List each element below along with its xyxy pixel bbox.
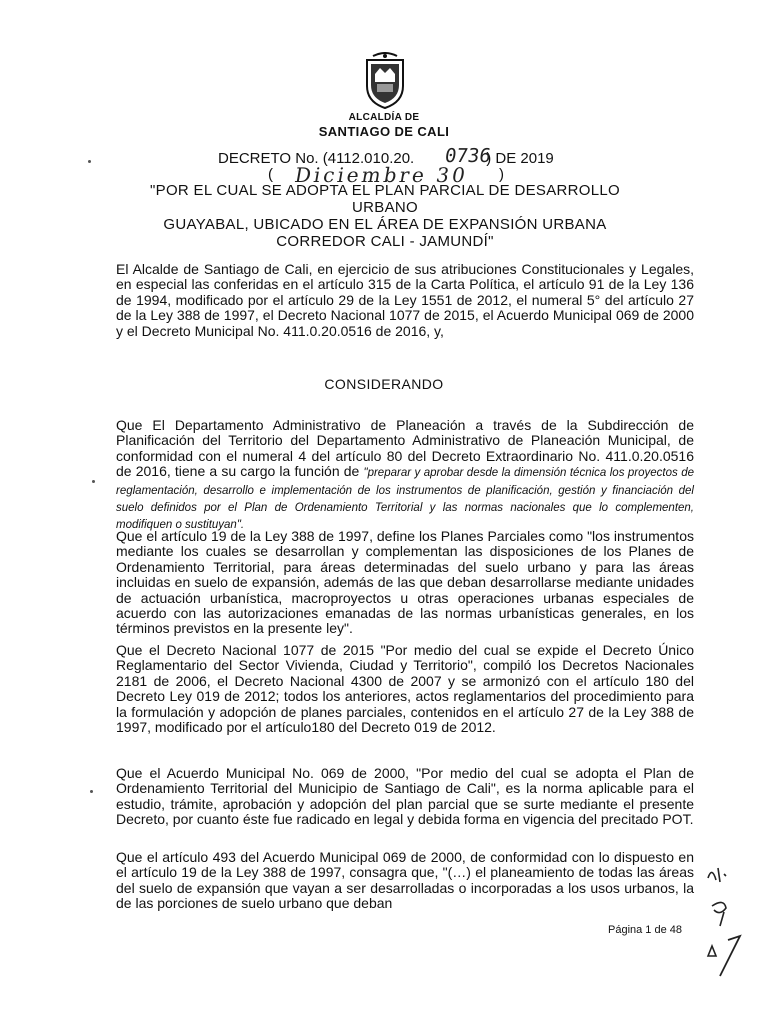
org-line: ALCALDÍA DE <box>348 112 420 123</box>
decree-prefix: DECRETO No. (4112.010.20. <box>218 150 415 167</box>
title-line: "POR EL CUAL SE ADOPTA EL PLAN PARCIAL DE DESARROLLO URBANO <box>150 182 620 216</box>
scan-speck <box>92 480 95 483</box>
handwritten-date: Diciembre 30 <box>292 163 470 187</box>
quoted-function: "preparar y aprobar desde la dimensión técnica los proyectos de reglamentación, desarrollo e implementación de los instrumentos de planificación, gestión y financiación del suelo definidos por el Plan de Ordenamiento Territorial y las normas nacionales que lo complementen, modifiquen o sustituyan". <box>116 467 694 532</box>
considerando-paragraph-3: Que el Decreto Nacional 1077 de 2015 "Por medio del cual se expide el Decreto Único Reglamentario del Sector Vivienda, Ciudad y Territorio", compiló los Decretos Nacionales 2181 de 2006, el Decreto Nacional 4300 de 2007 y se armonizó con el artículo 180 del Decreto Ley 019 de 2012; todos los anteriores, actos reglamentarios del procedimiento para la formulación y adopción de planes parciales, contenidos en el artículo 27 de la Ley 388 de 1997, modificado por el artículo180 del Decreto 019 de 2012. <box>116 642 694 736</box>
date-open-paren: ( <box>268 166 273 183</box>
considerando-paragraph-2: Que el artículo 19 de la Ley 388 de 1997, define los Planes Parciales como "los instrumentos mediante los cuales se desarrollan y complementan las disposiciones de los Planes de Ordenamiento Territorial, para áreas determinadas del suelo urbano y para las áreas incluidas en suelo de expansión, además de las que deban desarrollarse mediante unidades de actuación urbanística, macroproyectos u otras operaciones urbanas especiales de acuerdo con las autorizaciones emanadas de las normas urbanísticas generales, en los términos previstos en la presente ley". <box>116 528 694 637</box>
scan-speck <box>90 790 93 793</box>
decree-title <box>120 182 650 250</box>
coat-of-arms-icon <box>363 52 407 110</box>
page-number: Página 1 de 48 <box>608 924 683 936</box>
handwritten-decree-number: 0736 <box>443 145 493 167</box>
title-line: GUAYABAL, UBICADO EN EL ÁREA DE EXPANSIÓN URBANA <box>163 216 607 233</box>
considerando-paragraph-4: Que el Acuerdo Municipal No. 069 de 2000, "Por medio del cual se adopta el Plan de Ordenamiento Territorial del Municipio de Santiago de Cali", es la norma aplicable para el estudio, trámite, aprobación y adopción del plan parcial que se surte mediante el presente Decreto, por cuanto éste fue radicado en legal y debida forma en vigencia del precitado POT. <box>116 765 694 828</box>
preamble-paragraph: El Alcalde de Santiago de Cali, en ejercicio de sus atribuciones Constitucionales y Legales, en especial las conferidas en el artículo 315 de la Carta Política, el artículo 91 de la Ley 136 de 1994, modificado por el artículo 29 de la Ley 1551 de 2012, el numeral 5° del artículo 27 de la Ley 388 de 1997, el Decreto Nacional 1077 de 2015, el Acuerdo Municipal 069 de 2000 y el Decreto Municipal No. 411.0.20.0516 de 2016, y, <box>116 261 694 339</box>
considerando-paragraph-5: Que el artículo 493 del Acuerdo Municipal 069 de 2000, de conformidad con lo dispuesto en el artículo 19 de la Ley 388 de 1997, consagra que, "(…) el planeamiento de todas las áreas del suelo de expansión que vayan a ser desarrolladas o incorporadas a los usos urbanos, la de las porciones de suelo urbano que deban <box>116 849 694 912</box>
decree-suffix: ) DE 2019 <box>486 150 554 167</box>
date-close-paren: ) <box>499 166 504 183</box>
title-line: CORREDOR CALI - JAMUNDÍ" <box>276 233 494 250</box>
city-name: SANTIAGO DE CALI <box>318 124 450 139</box>
scan-speck <box>88 160 91 163</box>
handwritten-initials-icon <box>690 858 750 978</box>
paragraph-text: Que El Departamento Administrativo de Planeación a través de la Subdirección de Planificación del Territorio del Departamento Administrativo de Planeación Municipal, de conformidad con el numeral 4 del artículo 80 del Decreto Extraordinario No. 411.0.20.0516 de 2016, tiene a su cargo la función de <box>116 417 694 480</box>
considerando-paragraph-1 <box>116 418 694 534</box>
section-heading: CONSIDERANDO <box>324 376 444 392</box>
